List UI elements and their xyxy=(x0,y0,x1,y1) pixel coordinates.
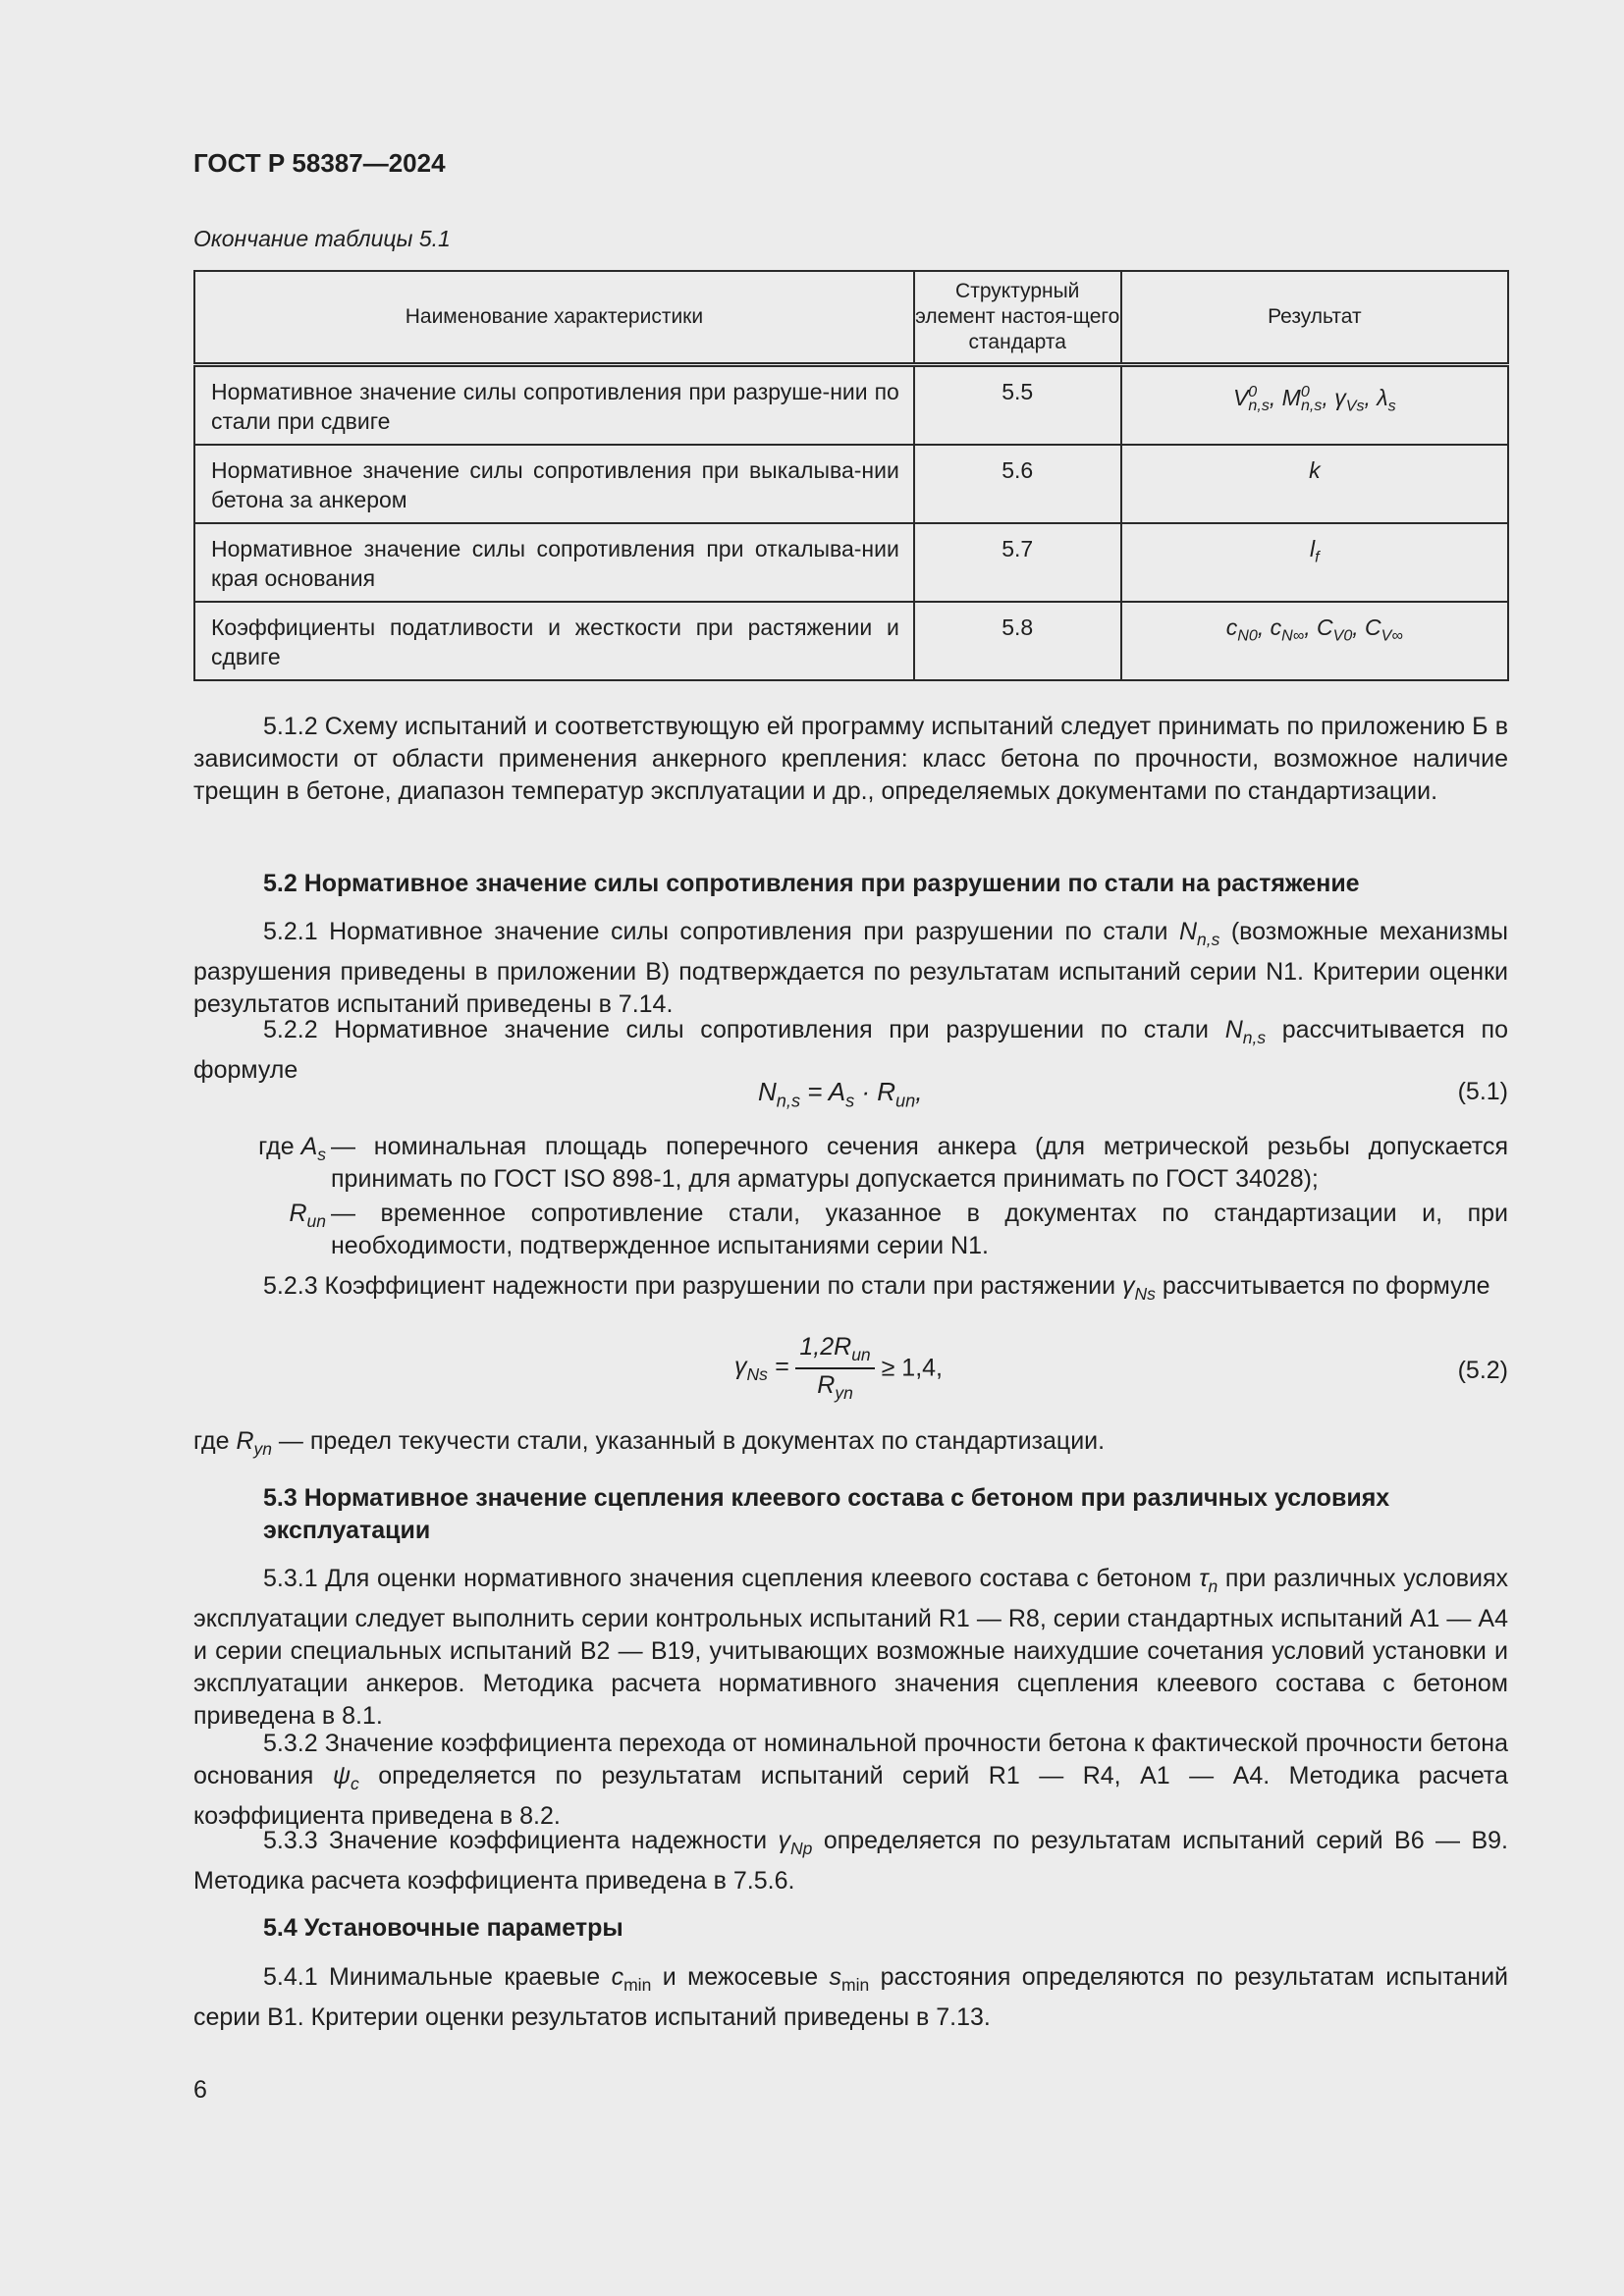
where-text: — временное сопротивление стали, указанное в документах по стандартизации и, при необходимости, подтвержденное испытаниями серии N1. xyxy=(331,1200,1508,1259)
row-result: $V^0_{n,s}$, $M^0_{n,s}$, $\gamma_{Vs}$, $\lambda_s$ xyxy=(1121,365,1508,446)
fraction: $\frac{1,2R_{un}}{R_{yn}}$ xyxy=(795,1333,874,1404)
paragraph-5-2-2: 5.2.2 Нормативное значение силы сопротивления при разрушении по стали $N_{n,s}$ рассчитывается по формуле xyxy=(193,1016,1508,1085)
formula-5-1: $N_{n,s} = A_s \cdot R_{un}$, xyxy=(758,1077,923,1111)
row-result: k xyxy=(1121,445,1508,523)
where-label: где $A_s$ xyxy=(258,1133,326,1165)
row-ref: 5.5 xyxy=(914,365,1121,446)
column-header-element: Структурный элемент настоя-щего стандарта xyxy=(914,271,1121,365)
row-result: $l_f$ xyxy=(1121,523,1508,602)
where-label: $R_{un}$ xyxy=(289,1200,326,1232)
table-row xyxy=(194,445,1508,523)
formula-number-5-2: (5.2) xyxy=(1457,1357,1508,1384)
where-text: — номинальная площадь поперечного сечения анкера (для метрической резьбы допускается принимать по ГОСТ ISO 898-1, для арматуры допускается принимать по ГОСТ 34028); xyxy=(331,1133,1508,1193)
paragraph-5-4-1: 5.4.1 Минимальные краевые $c_{min}$ и межосевые $s_{min}$ расстояния определяются по результатам испытаний серии В1. Критерии оценки результатов испытаний приведены в 7.13. xyxy=(193,1963,1508,2032)
column-header-name: Наименование характеристики xyxy=(194,271,914,365)
formula-5-2: $\gamma_{Ns}$ = $\frac{1,2R_{un}}{R_{yn}}$ ≥ 1,4, xyxy=(734,1333,943,1404)
table-caption: Окончание таблицы 5.1 xyxy=(193,226,451,251)
where-5-2: где $R_{yn}$ — предел текучести стали, указанный в документах по стандартизации. xyxy=(193,1427,1106,1460)
paragraph-5-3-2: 5.3.2 Значение коэффициента перехода от номинальной прочности бетона к фактической прочности бетона основания $\psi_c$ определяется по результатам испытаний серий R1 — R4, А1 — А4. Методика расчета коэффициента приведена в 8.2. xyxy=(193,1730,1508,1831)
heading-5-4: 5.4 Установочные параметры xyxy=(263,1914,623,1942)
paragraph-5-3-1: 5.3.1 Для оценки нормативного значения сцепления клеевого состава с бетоном $\tau_n$ при различных условиях эксплуатации следует выполнить серии контрольных испытаний R1 — R8, серии стандартных испытаний А1 — А4 и серии специальных испытаний В2 — В19, учитывающих возможные наихудшие сочетания условий установки и эксплуатации анкеров. Методика расчета нормативного значения сцепления клеевого состава с бетоном приведена в 8.1. xyxy=(193,1565,1508,1731)
column-header-result: Результат xyxy=(1121,271,1508,365)
paragraph-5-3-3: 5.3.3 Значение коэффициента надежности $\gamma_{Np}$ определяется по результатам испытаний серий В6 — В9. Методика расчета коэффициента приведена в 7.5.6. xyxy=(193,1827,1508,1896)
characteristics-table xyxy=(193,270,1509,681)
heading-5-2: 5.2 Нормативное значение силы сопротивления при разрушении по стали на растяжение xyxy=(263,870,1360,897)
table-header-row xyxy=(194,271,1508,365)
paragraph-5-1-2: 5.1.2 Схему испытаний и соответствующую ей программу испытаний следует принимать по приложению Б в зависимости от области применения анкерного крепления: класс бетона по прочности, возможное наличие трещин в бетоне, диапазон температур эксплуатации и др., определяемых документами по стандартизации. xyxy=(193,713,1508,805)
table-row xyxy=(194,602,1508,680)
formula-number-5-1: (5.1) xyxy=(1457,1078,1508,1105)
document-header: ГОСТ Р 58387—2024 xyxy=(193,148,446,178)
paragraph-5-2-1: 5.2.1 Нормативное значение силы сопротивления при разрушении по стали $N_{n,s}$ (возможные механизмы разрушения приведены в приложении В) подтверждается по результатам испытаний серии N1. Критерии оценки результатов испытаний приведены в 7.14. xyxy=(193,918,1508,1019)
row-ref: 5.8 xyxy=(914,602,1121,680)
row-name: Коэффициенты податливости и жесткости при растяжении и сдвиге xyxy=(194,602,914,680)
row-name: Нормативное значение силы сопротивления при разруше-нии по стали при сдвиге xyxy=(194,365,914,446)
row-ref: 5.7 xyxy=(914,523,1121,602)
table-row xyxy=(194,365,1508,446)
heading-5-3: 5.3 Нормативное значение сцепления клеевого состава с бетоном при различных условиях эксплуатации xyxy=(263,1484,1390,1544)
row-name: Нормативное значение силы сопротивления при откалыва-нии края основания xyxy=(194,523,914,602)
row-name: Нормативное значение силы сопротивления при выкалыва-нии бетона за анкером xyxy=(194,445,914,523)
row-ref: 5.6 xyxy=(914,445,1121,523)
table-row xyxy=(194,523,1508,602)
paragraph-5-2-3: 5.2.3 Коэффициент надежности при разрушении по стали при растяжении $\gamma_{Ns}$ рассчитывается по формуле xyxy=(263,1272,1490,1305)
row-result: $c_{N0}$, $c_{N\infty}$, $C_{V0}$, $C_{V\infty}$ xyxy=(1121,602,1508,680)
page-number: 6 xyxy=(193,2076,207,2104)
